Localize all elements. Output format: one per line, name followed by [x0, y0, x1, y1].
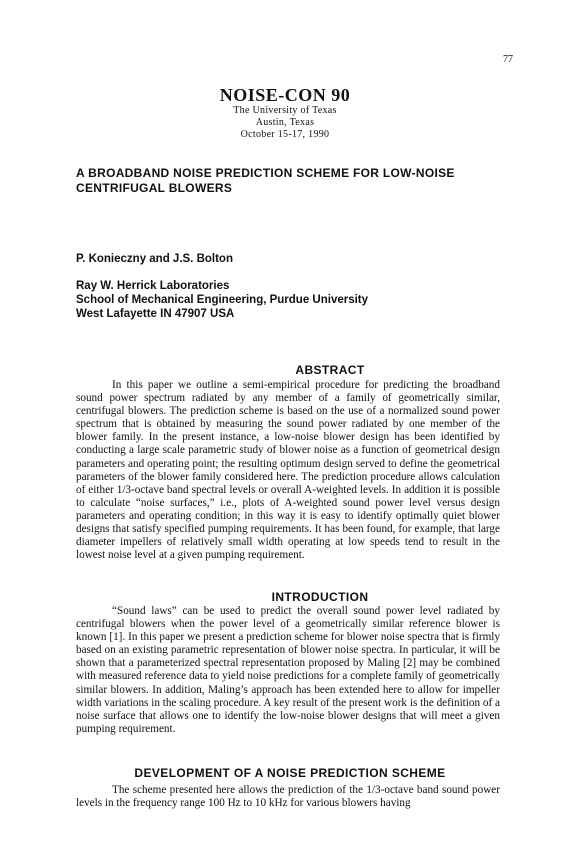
- abstract-text: In this paper we outline a semi-empirical procedure for predicting the broadband sound power spectrum radiated by any member of a family of geometrically similar, centrifugal blowers. The prediction scheme is based on the use of a normalized sound power spectrum that is obtained by measuring the sound power radiated by one member of the blower family. In the present instance, a low-noise blower design has been identified by conducting a large scale parametric study of blower noise as a function of geometrical design parameters and operating point; the resulting optimum design served to define the geometrical parameters of the blower family considered here. The prediction procedure allows calculation of either 1/3-octave band spectral levels or overall A-weighted levels. In addition it is possible to calculate “noise surfaces,” i.e., plots of A-weighted sound power level versus design parameters and operating condition; in this way it is easy to identify optimally quiet blower designs that satisfy specified pumping requirements. It has been found, for example, that large diameter impellers of relatively small width operating at low speeds tend to result in the lowest noise level at a given pumping requirement.: [76, 379, 500, 562]
- affiliation: [76, 279, 368, 321]
- affiliation-lab: Ray W. Herrick Laboratories: [76, 280, 230, 292]
- authors: P. Konieczny and J.S. Bolton: [76, 253, 233, 265]
- affiliation-school: School of Mechanical Engineering, Purdue University: [76, 294, 369, 306]
- conference-city: Austin, Texas: [255, 117, 315, 128]
- introduction-text: “Sound laws” can be used to predict the overall sound power level radiated by centrifugal blowers when the power level of a geometrically similar reference blower is known [1]. In this paper we present a prediction scheme for blower noise spectra that is firmly based on an existing parametric representation of blower noise spectra. In particular, it will be shown that a parameterized spectral representation proposed by Maling [2] may be combined with measured reference data to yield noise predictions for a complete family of geometrically similar blowers. In addition, Maling’s approach has been extended here to allow for impeller width variations in the scaling procedure. A key result of the present work is the definition of a noise surface that allows one to identify the low-noise blower designs that will meet a given pumping requirement.: [76, 605, 500, 735]
- paper-title: A BROADBAND NOISE PREDICTION SCHEME FOR LOW-NOISE CENTRIFUGAL BLOWERS: [76, 166, 455, 195]
- abstract-heading: ABSTRACT: [295, 363, 365, 377]
- introduction-heading: INTRODUCTION: [271, 590, 369, 604]
- conference-venue: The University of Texas: [233, 105, 337, 116]
- affiliation-address: West Lafayette IN 47907 USA: [76, 308, 235, 320]
- conference-header: [0, 85, 570, 141]
- conference-name: NOISE-CON 90: [219, 85, 351, 105]
- development-heading: DEVELOPMENT OF A NOISE PREDICTION SCHEME: [134, 766, 446, 780]
- introduction-paragraph: [76, 605, 500, 755]
- development-paragraph: [76, 784, 500, 824]
- abstract-paragraph: [76, 379, 500, 589]
- development-text: The scheme presented here allows the prediction of the 1/3-octave band sound power levels in the frequency range 100 Hz to 10 kHz for various blowers having: [76, 784, 500, 810]
- conference-dates: October 15-17, 1990: [240, 129, 330, 140]
- page-number: 77: [503, 54, 513, 65]
